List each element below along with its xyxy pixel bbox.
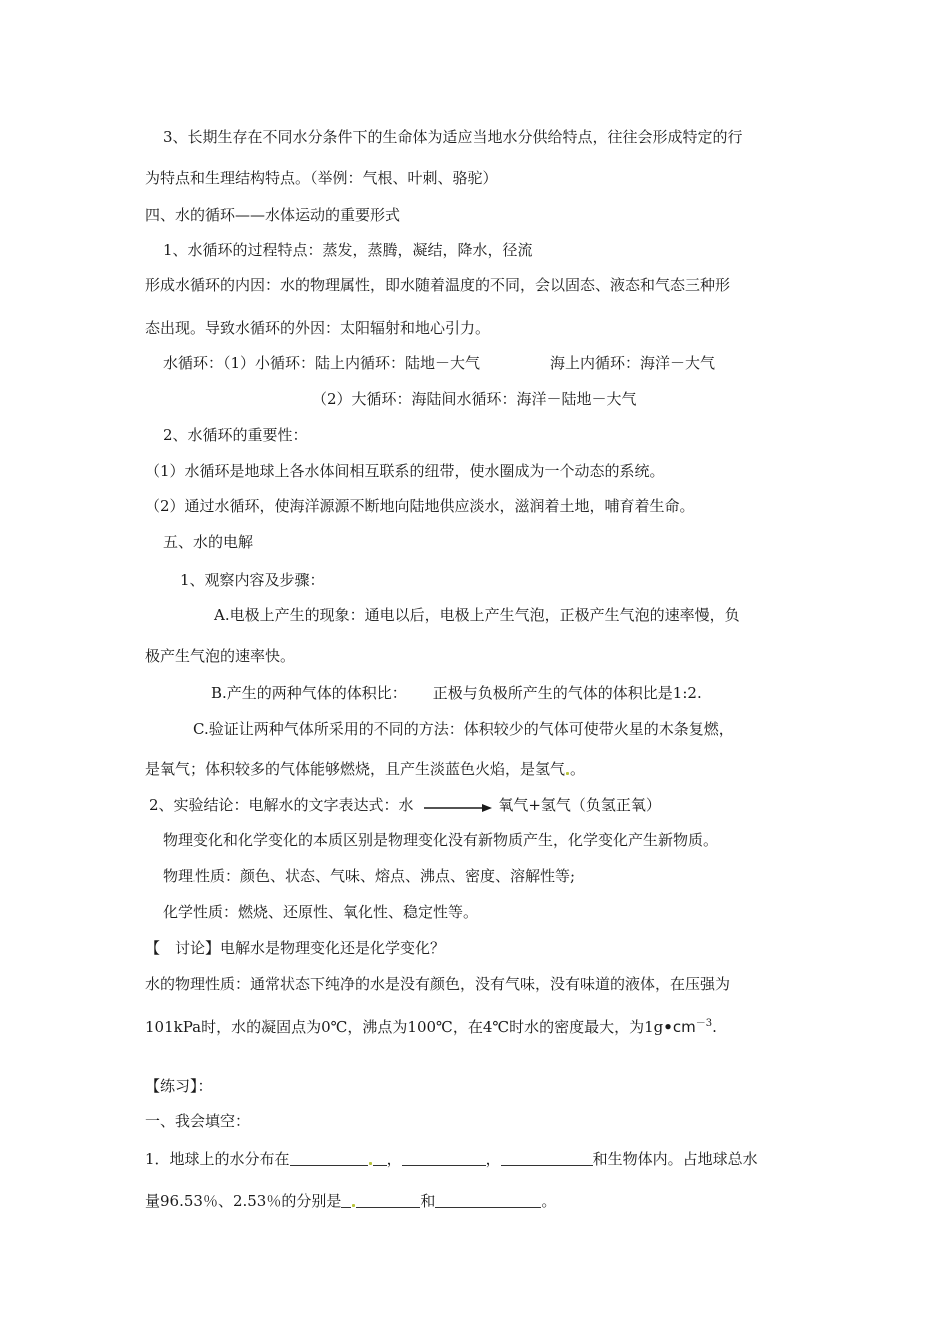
conclusion-products: 氧气+氢气（负氢正氧） <box>498 796 661 814</box>
blank-3[interactable] <box>501 1149 593 1166</box>
highlight-mark <box>566 772 569 775</box>
water-properties-text: 101kPa时，水的凝固点为0℃，沸点为100℃，在4℃时水的密度最大，为1g <box>145 1018 664 1036</box>
observation-c-end: 。 <box>570 760 586 778</box>
cycle-big: （2）大循环：海陆间水循环：海洋－陆地－大气 <box>312 390 637 408</box>
section4-title: 四、水的循环——水体运动的重要形式 <box>145 206 401 224</box>
unit-cm: cm <box>672 1018 696 1036</box>
question-1-lead: 1．地球上的水分 <box>145 1150 260 1168</box>
physical-label: 物理 <box>163 867 194 885</box>
blank-1[interactable] <box>290 1149 368 1166</box>
period: 。 <box>541 1192 557 1210</box>
section5-item1: 1、观察内容及步骤： <box>180 571 325 589</box>
chemical-properties: 化学性质：燃烧、还原性、氧化性、稳定性等。 <box>163 903 479 921</box>
arrow-icon <box>424 800 492 812</box>
comma-1: ， <box>386 1150 402 1168</box>
conclusion-lead: 2、实验结论：电解水的文字表达式：水 <box>149 796 414 814</box>
blank-4[interactable] <box>356 1191 420 1208</box>
water-properties-end: . <box>712 1018 717 1036</box>
unit-exponent: －3 <box>695 1018 713 1029</box>
blank-4a[interactable] <box>341 1191 351 1208</box>
and-text: 和 <box>420 1192 436 1210</box>
observation-b <box>211 683 702 703</box>
discussion: 【 讨论】电解水是物理变化还是化学变化？ <box>145 939 446 957</box>
question-1-line2 <box>145 1191 556 1211</box>
water-properties-line1: 水的物理性质：通常状态下纯净的水是没有颜色，没有气味，没有味道的液体，在压强为 <box>145 975 731 993</box>
experiment-conclusion <box>149 795 661 815</box>
observation-b-value: 正极与负极所产生的气体的体积比是1:2. <box>432 684 702 702</box>
importance-2: （2）通过水循环，使海洋源源不断地向陆地供应淡水，滋润着土地，哺育着生命。 <box>145 497 695 515</box>
change-difference: 物理变化和化学变化的本质区别是物理变化没有新物质产生，化学变化产生新物质。 <box>163 831 719 849</box>
blank-1b[interactable] <box>373 1149 387 1166</box>
cycle-small-land: 水循环：（1）小循环：陆上内循环：陆地－大气 <box>163 354 481 372</box>
water-properties-line2 <box>145 1014 717 1037</box>
section4-cause1: 形成水循环的内因：水的物理属性，即水随着温度的不同，会以固态、液态和气态三种形 <box>145 276 731 294</box>
observation-a-line1: A.电极上产生的现象：通电以后，电极上产生气泡，正极产生气泡的速率慢，负 <box>214 606 740 624</box>
physical-properties <box>163 866 575 886</box>
observation-c-line1: C.验证让两种气体所采用的不同的方法：体积较少的气体可使带火星的木条复燃， <box>193 720 734 738</box>
observation-c-text: 是氧气；体积较多的气体能够燃烧，且产生淡蓝色火焰，是氢气 <box>145 760 566 778</box>
observation-c-line2 <box>145 759 585 779</box>
comma-2: ， <box>485 1150 501 1168</box>
physical-list: 性质：颜色、状态、气味、熔点、沸点、密度、溶解性等; <box>195 867 576 885</box>
highlight-mark <box>352 1204 355 1207</box>
practice-title: 【练习】： <box>145 1077 213 1095</box>
practice-subtitle: 一、我会填空： <box>145 1112 251 1130</box>
observation-b-label: B.产生的两种气体的体积比： <box>211 684 407 702</box>
question-1-tail: 和生物体内。占地球总水 <box>592 1150 758 1168</box>
question-1-part2: 量96.53％、2.53％的分别是 <box>145 1192 342 1210</box>
section3-line1: 3、长期生存在不同水分条件下的生命体为适应当地水分供给特点，往往会形成特定的行 <box>163 128 743 146</box>
highlight-mark <box>369 1162 372 1165</box>
blank-2[interactable] <box>402 1149 486 1166</box>
observation-a-line2: 极产生气泡的速率快。 <box>145 647 296 665</box>
blank-5[interactable] <box>435 1191 541 1208</box>
section4-item2: 2、水循环的重要性： <box>163 426 308 444</box>
section4-cause2: 态出现。导致水循环的外因：太阳辐射和地心引力。 <box>145 319 491 337</box>
question-1-line1 <box>145 1149 758 1169</box>
section4-item1: 1、水循环的过程特点：蒸发，蒸腾，凝结，降水，径流 <box>163 241 533 259</box>
section5-title: 五、水的电解 <box>163 533 254 551</box>
section3-line2: 为特点和生理结构特点。（举例：气根、叶刺、骆驼） <box>145 169 498 187</box>
importance-1: （1）水循环是地球上各水体间相互联系的纽带，使水圈成为一个动态的系统。 <box>145 462 665 480</box>
multiply-dot-icon: • <box>663 1018 673 1036</box>
question-1-lead-2: 布在 <box>259 1150 290 1168</box>
cycle-small-sea: 海上内循环：海洋－大气 <box>550 354 716 372</box>
